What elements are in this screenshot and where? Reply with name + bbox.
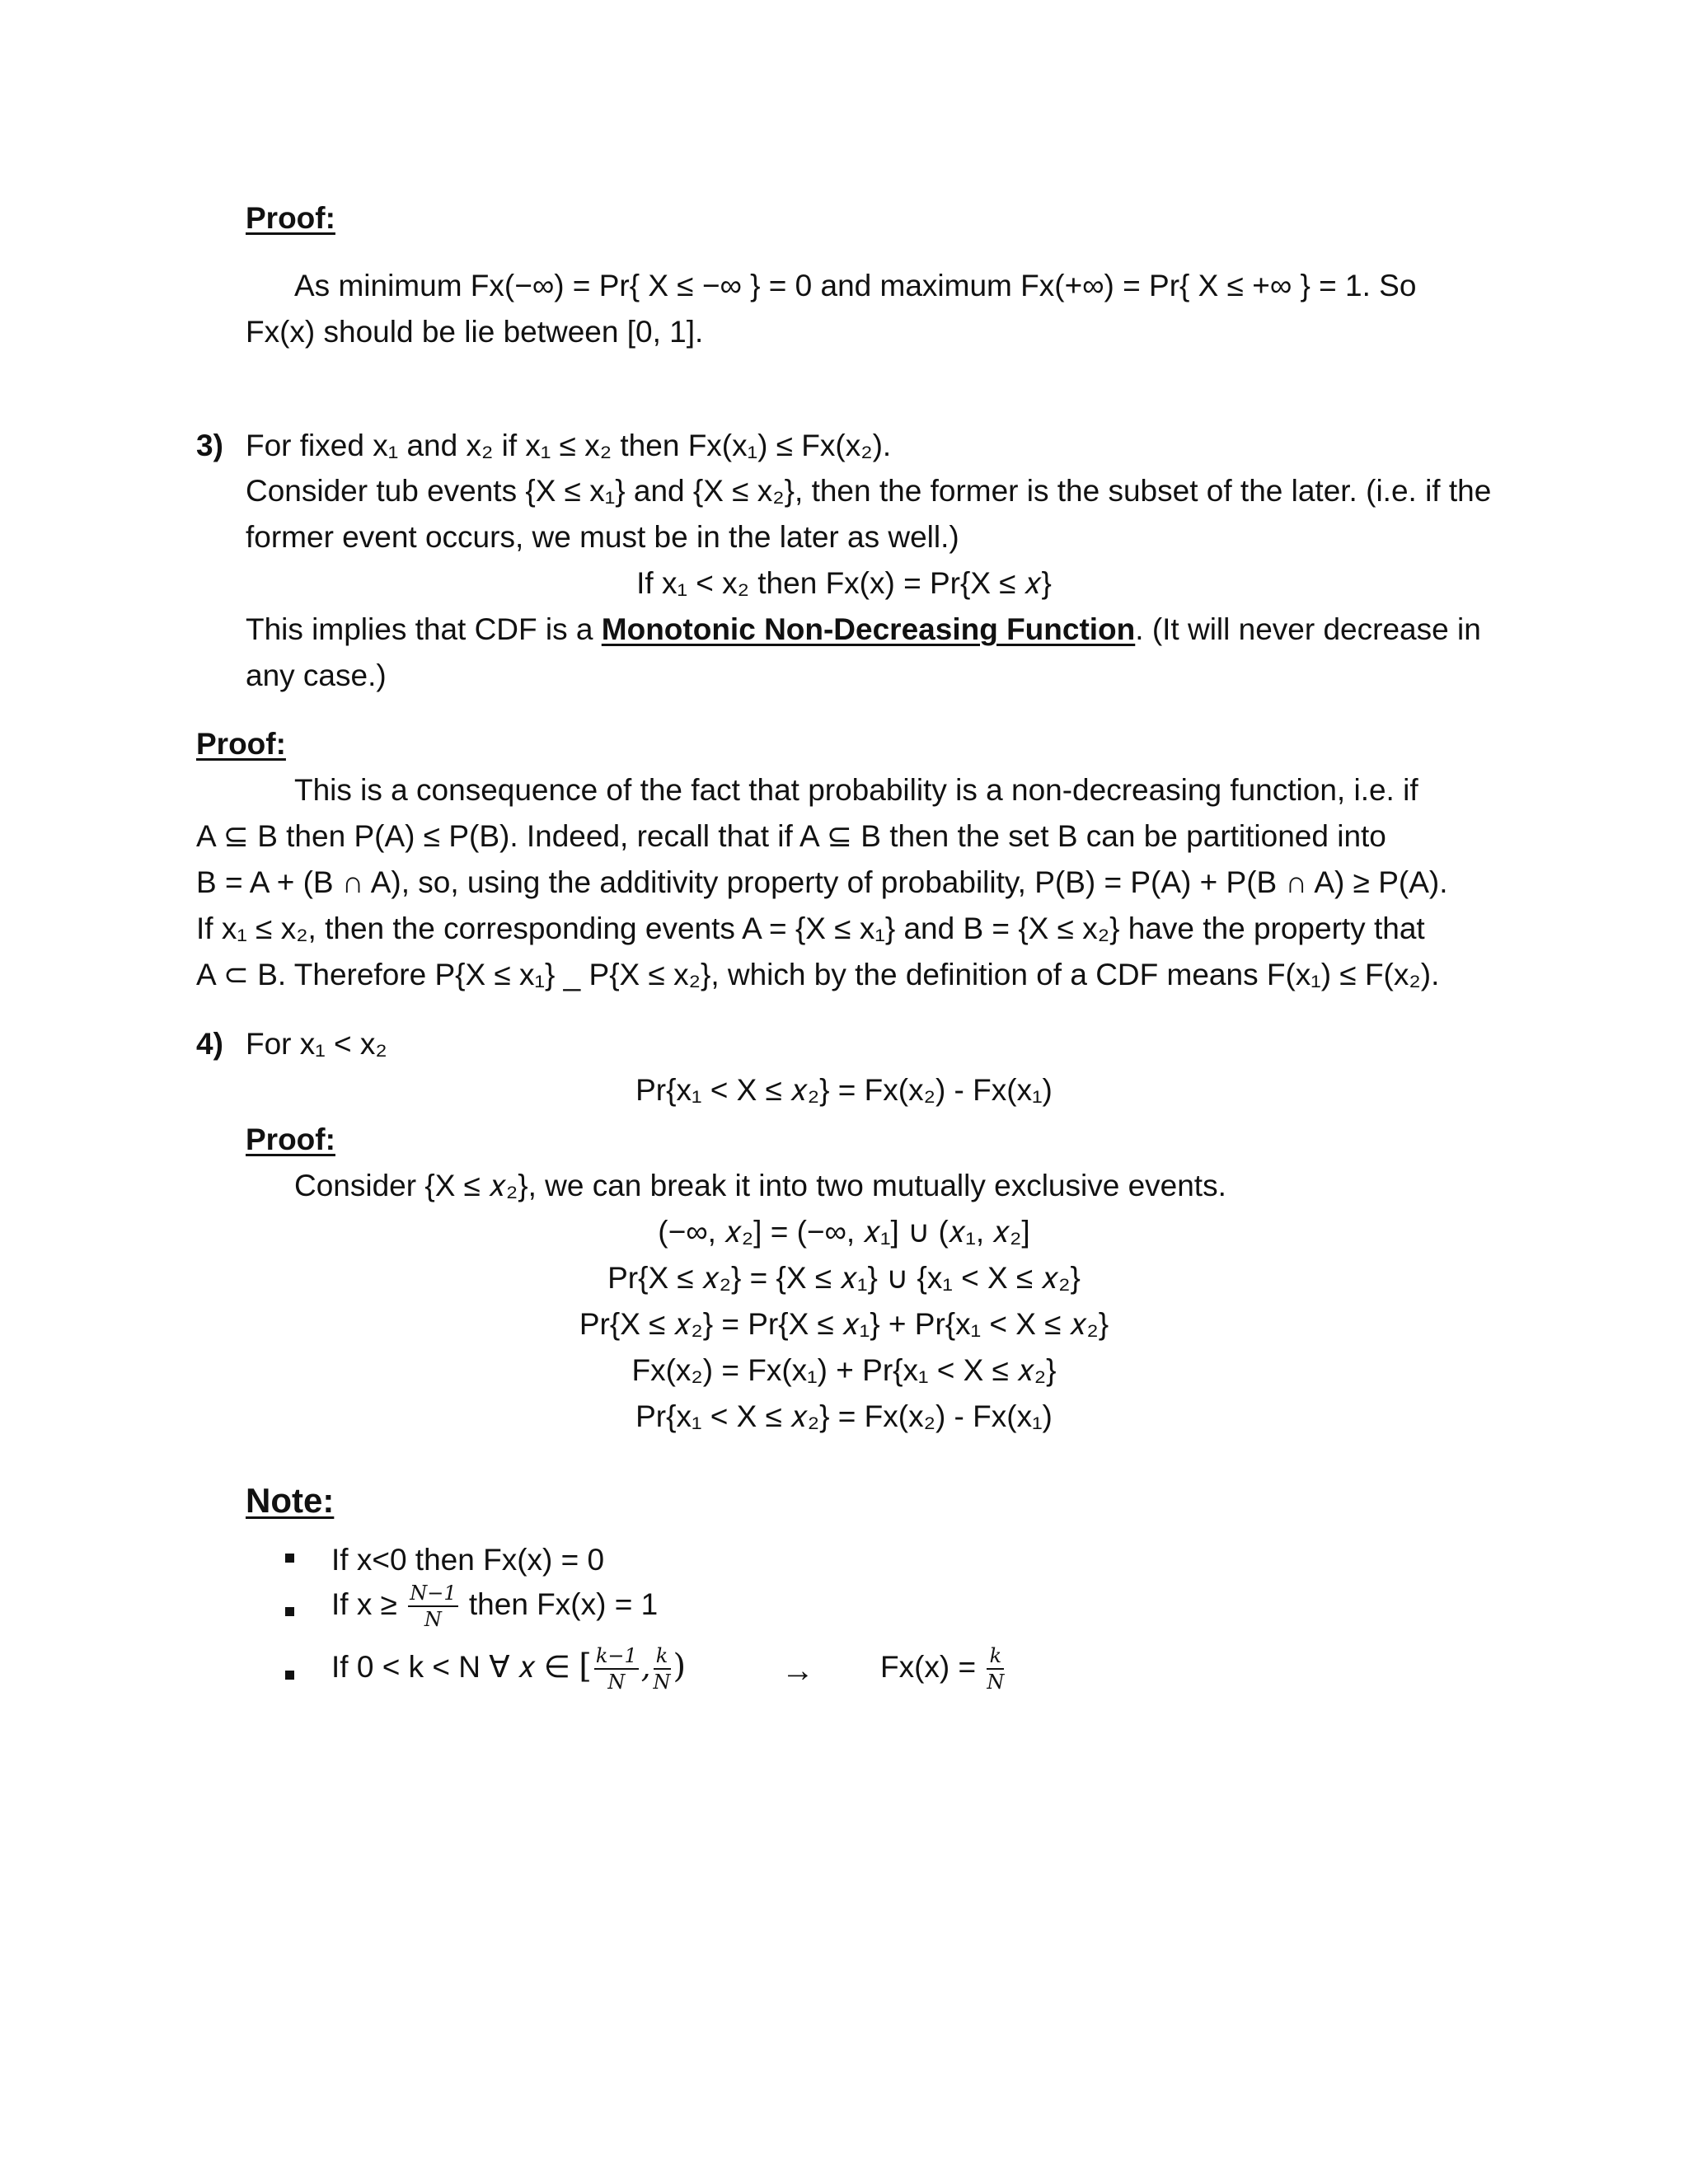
note-item-1: If x<0 then Fx(x) = 0	[331, 1543, 605, 1577]
note-item-3-result	[880, 1646, 1006, 1692]
equation-5: Pr{x₁ < X ≤ 𝑥₂} = Fx(x₂) - Fx(x₁)	[635, 1399, 1053, 1433]
note-item-2-post: then Fx(x) = 1	[468, 1586, 659, 1621]
prop3-line3: former event occurs, we must be in the later as well.)	[246, 520, 959, 554]
note-item-3-pre: If 0 < k < N ∀ 𝑥 ∈	[331, 1649, 570, 1684]
prop3-line5	[246, 614, 1481, 644]
fraction-k-over-n-result: $\frac{k}{N}$	[987, 1644, 1005, 1694]
proof2-line5: A ⊂ B. Therefore P{X ≤ x₁} _ P{X ≤ x₂}, which by the definition of a CDF means F(x₁) ≤ F(x₂).	[196, 958, 1440, 991]
prop4-proof-line1: Consider {X ≤ 𝑥₂}, we can break it into two mutually exclusive events.	[294, 1169, 1226, 1202]
prop4-formula: Pr{x₁ < X ≤ 𝑥₂} = Fx(x₂) - Fx(x₁)	[635, 1073, 1053, 1107]
prop3-line6: any case.)	[246, 658, 387, 692]
prop3-line1: For fixed x₁ and x₂ if x₁ ≤ x₂ then Fx(x₁) ≤ Fx(x₂).	[246, 429, 892, 462]
arrow-right-icon: →	[781, 1652, 814, 1689]
note-item-2-pre: If x ≥	[331, 1586, 397, 1621]
proof2-line2: A ⊆ B then P(A) ≤ P(B). Indeed, recall that if A ⊆ B then the set B can be partitioned into	[196, 819, 1386, 853]
fraction-n-minus-1-over-n: $\frac{N-1}{N}$	[410, 1582, 457, 1631]
prop3-line5-post: . (It will never decrease in	[1135, 612, 1481, 646]
note-heading: Note:	[246, 1481, 335, 1520]
bullet-2	[285, 1607, 294, 1616]
prop3-line4: If x₁ < x₂ then Fx(x) = Pr{X ≤ 𝑥}	[636, 566, 1052, 600]
equation-2: Pr{X ≤ 𝑥₂} = {X ≤ 𝑥₁} ∪ {x₁ < X ≤ 𝑥₂}	[607, 1261, 1081, 1295]
note-item-3-result-pre: Fx(x) =	[880, 1649, 977, 1684]
proof-heading-1: Proof:	[246, 201, 335, 235]
proof1-line1: As minimum Fx(−∞) = Pr{ X ≤ −∞ } = 0 and maximum Fx(+∞) = Pr{ X ≤ +∞ } = 1. So	[294, 269, 1417, 302]
proof2-line4: If x₁ ≤ x₂, then the corresponding events A = {X ≤ x₁} and B = {X ≤ x₂} have the property that	[196, 912, 1425, 945]
monotonic-term: Monotonic Non-Decreasing Function	[601, 612, 1136, 646]
proof-heading-3: Proof:	[246, 1122, 335, 1156]
proof-heading-2: Proof:	[196, 727, 286, 761]
fraction-k-minus-1-over-n: $\frac{k-1}{N}$	[595, 1644, 637, 1694]
item-number-3: 3)	[196, 429, 223, 462]
prop3-line5-pre: This implies that CDF is a	[246, 612, 602, 646]
bullet-1	[285, 1554, 294, 1563]
fraction-k-over-n: $\frac{k}{N}$	[653, 1644, 671, 1694]
item-number-4: 4)	[196, 1027, 223, 1061]
equation-4: Fx(x₂) = Fx(x₁) + Pr{x₁ < X ≤ 𝑥₂}	[631, 1353, 1057, 1387]
proof1-line2: Fx(x) should be lie between [0, 1].	[246, 315, 704, 349]
note-item-3: If 0 < k < N ∀ 𝑥 ∈ [ $\frac{k-1}{N}$ , $\frac{k}{N}$ )	[331, 1644, 687, 1694]
prop3-line2: Consider tub events {X ≤ x₁} and {X ≤ x₂}, then the former is the subset of the later. (i.e. if the	[246, 474, 1492, 508]
proof2-line3: B = A + (B ∩ A), so, using the additivity property of probability, P(B) = P(A) + P(B ∩ A) ≥ P(A).	[196, 865, 1448, 899]
note-item-2	[331, 1583, 658, 1629]
prop4-line1: For x₁ < x₂	[246, 1027, 387, 1061]
bullet-3	[285, 1671, 294, 1680]
proof2-line1: This is a consequence of the fact that probability is a non-decreasing function, i.e. if	[294, 773, 1418, 807]
equation-1: (−∞, 𝑥₂] = (−∞, 𝑥₁] ∪ (𝑥₁, 𝑥₂]	[658, 1215, 1030, 1249]
equation-3: Pr{X ≤ 𝑥₂} = Pr{X ≤ 𝑥₁} + Pr{x₁ < X ≤ 𝑥₂}	[579, 1307, 1109, 1341]
